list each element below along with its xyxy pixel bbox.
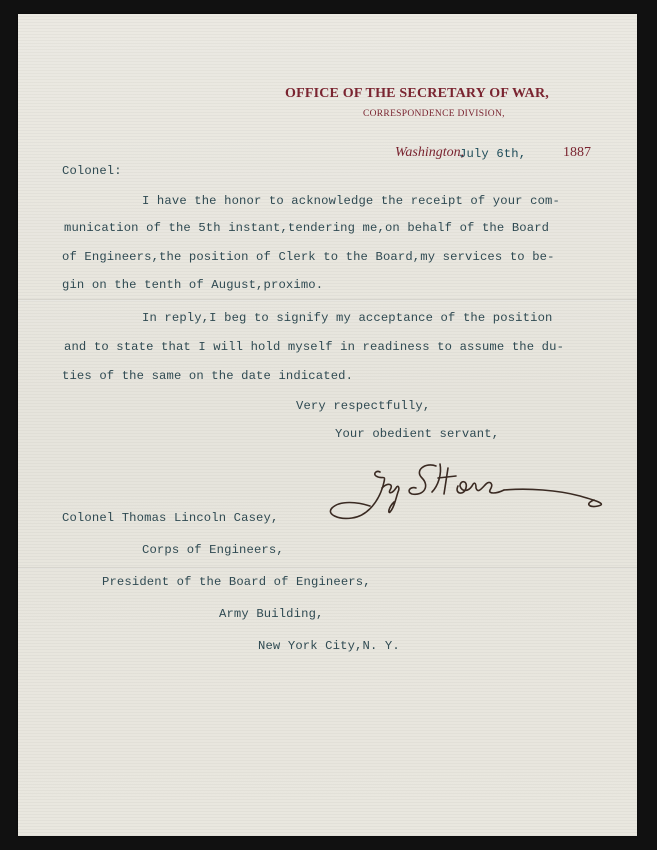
letter-page	[18, 14, 637, 836]
paper-fold	[18, 567, 637, 569]
closing-servant: Your obedient servant,	[335, 427, 500, 441]
paper-fold	[18, 299, 637, 301]
salutation: Colonel:	[62, 164, 122, 178]
address-line: New York City,N. Y.	[258, 639, 400, 653]
closing-respectfully: Very respectfully,	[296, 399, 431, 413]
body-line: ties of the same on the date indicated.	[62, 369, 354, 383]
letterhead-division: CORRESPONDENCE DIVISION,	[363, 109, 505, 119]
body-line: of Engineers,the position of Clerk to the Board,my services to be-	[62, 250, 555, 264]
address-line: Army Building,	[219, 607, 324, 621]
letterhead-place: Washington,	[395, 145, 465, 160]
body-line: and to state that I will hold myself in readiness to assume the du-	[64, 340, 565, 354]
body-line: I have the honor to acknowledge the receipt of your com-	[142, 194, 560, 208]
address-line: Corps of Engineers,	[142, 543, 284, 557]
address-line: Colonel Thomas Lincoln Casey,	[62, 511, 279, 525]
letter-date: July 6th,	[459, 147, 527, 161]
letterhead-office: OFFICE OF THE SECRETARY OF WAR,	[285, 86, 549, 101]
body-line: munication of the 5th instant,tendering me,on behalf of the Board	[64, 221, 550, 235]
letterhead-year: 1887	[563, 145, 591, 160]
body-line: In reply,I beg to signify my acceptance of the position	[142, 311, 553, 325]
handwritten-signature	[318, 452, 608, 527]
body-line: gin on the tenth of August,proximo.	[62, 278, 324, 292]
address-line: President of the Board of Engineers,	[102, 575, 371, 589]
